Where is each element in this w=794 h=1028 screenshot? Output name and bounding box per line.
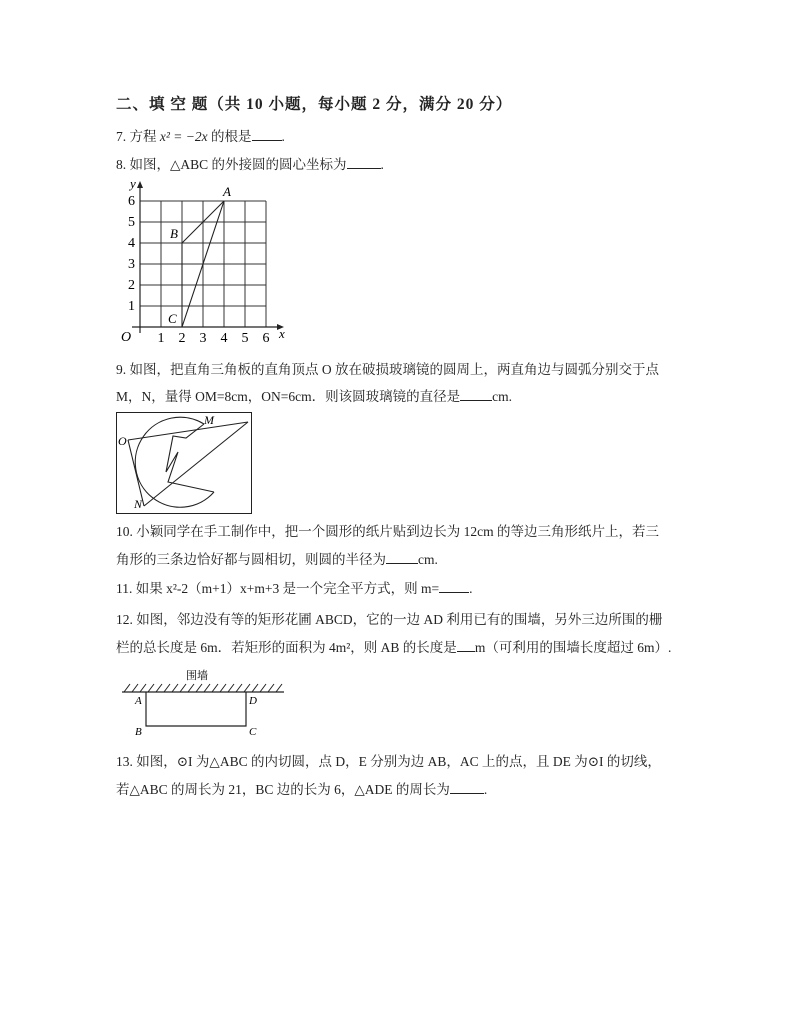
x-tick-label: 6 bbox=[262, 331, 270, 346]
label-b: B bbox=[135, 726, 142, 738]
q7-answer-blank[interactable] bbox=[252, 126, 282, 141]
x-tick-label: 5 bbox=[241, 331, 249, 346]
question-13-line-1: 13. 如图，⊙I 为△ABC 的内切圆，点 D，E 分别为边 AB，AC 上的点，且 DE 为⊙I 的切线， bbox=[116, 754, 661, 769]
question-10-line-2 bbox=[116, 549, 438, 570]
section-title: 二、填 空 题（共 10 小题，每小题 2 分，满分 20 分） bbox=[116, 96, 513, 113]
wall-label: 围墙 bbox=[186, 670, 208, 682]
q7-text-a: 方程 bbox=[129, 129, 157, 144]
wall-hatching bbox=[124, 684, 282, 692]
q9-answer-blank[interactable] bbox=[460, 386, 492, 401]
x-tick-label: 1 bbox=[157, 331, 165, 346]
y-axis-label: y bbox=[130, 176, 136, 191]
y-tick-label: 1 bbox=[128, 299, 135, 314]
question-10-line-1: 10. 小颖同学在手工制作中，把一个圆形的纸片贴到边长为 12cm 的等边三角形纸片上，若三 bbox=[116, 524, 659, 539]
q9-text-a: M，N，量得 OM=8cm，ON=6cm．则该圆玻璃镜的直径是 bbox=[116, 389, 461, 404]
question-7 bbox=[116, 126, 285, 147]
point-b-label: B bbox=[170, 226, 178, 241]
q11-text: 11. 如果 x²-2（m+1）x+m+3 是一个完全平方式，则 m= bbox=[116, 581, 440, 596]
question-9-line-2 bbox=[116, 386, 512, 407]
q11-end: . bbox=[469, 581, 473, 596]
y-tick-label: 4 bbox=[128, 236, 135, 251]
q12-text-a: 栏的总长度是 6m．若矩形的面积为 4m²，则 AB 的长度是 bbox=[116, 640, 457, 655]
label-d: D bbox=[249, 695, 257, 707]
q8-answer-blank[interactable] bbox=[347, 154, 381, 169]
y-tick-label: 3 bbox=[128, 257, 135, 272]
q12-garden-fence-figure bbox=[118, 666, 288, 742]
q7-end: . bbox=[281, 129, 285, 144]
y-tick-label: 5 bbox=[128, 215, 135, 230]
q12-answer-blank[interactable] bbox=[457, 637, 475, 652]
q13-answer-blank[interactable] bbox=[450, 779, 484, 794]
question-12-line-1: 12. 如图，邻边没有等的矩形花圃 ABCD，它的一边 AD 利用已有的围墙，另外三边所围的栅 bbox=[116, 612, 663, 627]
q10-answer-blank[interactable] bbox=[386, 549, 418, 564]
label-o: O bbox=[118, 434, 127, 448]
question-9-line-1: 9. 如图，把直角三角板的直角顶点 O 放在破损玻璃镜的圆周上，两直角边与圆弧分别交于点 bbox=[116, 362, 659, 377]
q8-coordinate-grid-figure bbox=[112, 175, 297, 350]
label-n: N bbox=[134, 497, 143, 511]
label-m: M bbox=[204, 413, 214, 427]
q13-text-a: 若△ABC 的周长为 21，BC 边的长为 6，△ADE 的周长为 bbox=[116, 782, 450, 797]
q10-text-b: cm. bbox=[418, 552, 438, 567]
question-12-line-2 bbox=[116, 637, 671, 658]
x-tick-label: 3 bbox=[199, 331, 207, 346]
point-c-label: C bbox=[168, 311, 177, 326]
y-axis-arrow bbox=[137, 181, 143, 188]
q11-answer-blank[interactable] bbox=[439, 578, 469, 593]
label-a: A bbox=[135, 695, 142, 707]
x-tick-label: 2 bbox=[178, 331, 186, 346]
question-11 bbox=[116, 578, 473, 599]
point-a-label: A bbox=[223, 184, 231, 199]
fence-rectangle bbox=[146, 692, 246, 726]
q7-text-b: 的根是 bbox=[211, 129, 252, 144]
x-tick-label: 4 bbox=[220, 331, 228, 346]
q9-broken-mirror-figure bbox=[116, 412, 252, 514]
q8-end: . bbox=[380, 157, 384, 172]
q12-text-b: m（可利用的围墙长度超过 6m）. bbox=[474, 640, 672, 655]
y-tick-label: 2 bbox=[128, 278, 135, 293]
origin-label: O bbox=[121, 330, 132, 345]
q13-end: . bbox=[483, 782, 488, 797]
q7-equation: x² = −2x bbox=[159, 129, 208, 144]
q7-number: 7. bbox=[116, 129, 127, 144]
y-tick-label: 6 bbox=[128, 194, 135, 209]
q10-text-a: 角形的三条边恰好都与圆相切，则圆的半径为 bbox=[116, 552, 386, 567]
question-13-line-2 bbox=[116, 779, 487, 800]
q9-text-b: cm. bbox=[492, 389, 512, 404]
q8-text: 8. 如图，△ABC 的外接圆的圆心坐标为 bbox=[116, 157, 347, 172]
x-axis-label: x bbox=[279, 326, 285, 341]
label-c: C bbox=[249, 726, 257, 738]
question-8 bbox=[116, 154, 384, 175]
